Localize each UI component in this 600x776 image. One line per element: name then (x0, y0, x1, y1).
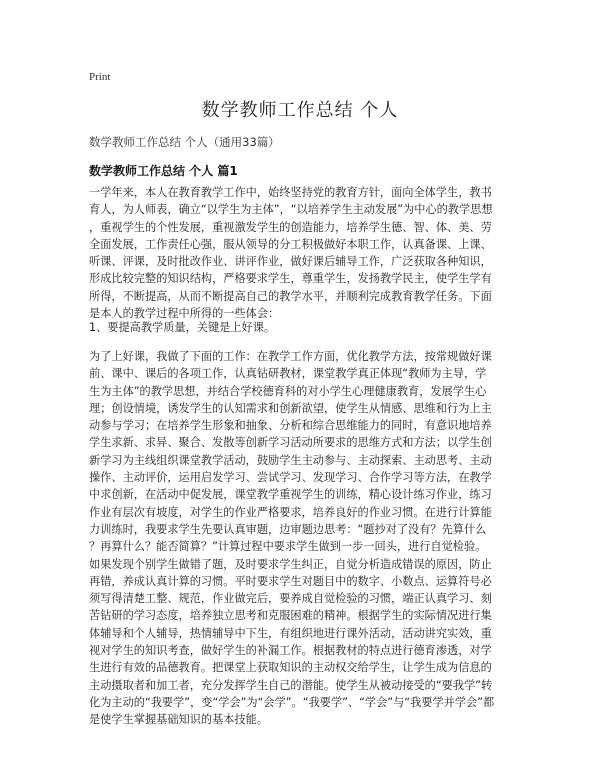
text-line: 前、课中、课后的各项工作，认真钻研教材，课堂教学真正体现“教师为主导，学 (89, 367, 487, 381)
text-line: 理；创设情境，诱发学生的认知需求和创新欲望，使学生从情感、思维和行为上主 (89, 401, 492, 415)
text-line: 生为主体”的教学思想，并结合学校德育科的对小学生心理健康教育，发展学生心 (89, 384, 487, 398)
text-line: 操作、主动评价，运用启发学习、尝试学习、发现学习、合作学习等方法，在教学 (89, 471, 492, 485)
text-line: 是本人的教学过程中所得的一些体会： (89, 307, 280, 321)
text-line: 新学习为主线组织课堂教学活动，鼓励学生主动参与、主动探索、主动思考、主动 (89, 453, 492, 467)
text-line: 是使学生掌握基础知识的基本技能。 (89, 713, 269, 727)
text-line: 苦钻研的学习态度，培养独立思考和克服困难的精神。根据学生的实际情况进行集 (89, 609, 492, 623)
document-subtitle: 数学教师工作总结 个人（通用33篇） (89, 135, 280, 149)
text-line: 再错，养成认真计算的习惯。平时要求学生对题目中的数字、小数点、运算符号必 (89, 574, 492, 588)
text-line: 作业有层次有坡度，对学生的作业严格要求，培养良好的作业习惯。在进行计算能 (89, 505, 492, 519)
text-line: 育人，为人师表，确立“以学生为主体”，“以培养学生主动发展”为中心的教学思想 (89, 203, 493, 217)
page-title: 数学教师工作总结 个人 (201, 100, 399, 121)
text-line: ，重视学生的个性发展，重视激发学生的创造能力，培养学生德、智、体、美、劳 (89, 220, 492, 234)
paragraph-2 (89, 319, 513, 336)
text-line: ？再算什么？能否简算？”计算过程中要求学生做到一步一回头，进行自觉检验。 (89, 540, 487, 554)
text-line: 体辅导和个人辅导，热情辅导中下生，有组织地进行课外活动，活动讲究实效，重 (89, 626, 492, 640)
print-link[interactable]: Print (89, 71, 111, 83)
paragraph-3 (89, 348, 513, 729)
text-line: 形成比较完整的知识结构，严格要求学生，尊重学生，发扬教学民主，使学生学有 (89, 272, 492, 286)
text-line: 视对学生的知识考查，做好学生的补漏工作。根据教材的特点进行德育渗透，对学 (89, 644, 492, 658)
section-heading: 数学教师工作总结 个人 篇1 (89, 164, 238, 178)
text-line: 听课、评课，及时批改作业、讲评作业，做好课后辅导工作，广泛获取各种知识， (89, 255, 492, 269)
text-line: 须写得清楚工整、规范，作业做完后，要养成自觉检验的习惯，端正认真学习、刻 (89, 592, 492, 606)
text-line: 力训练时，我要求学生先要认真审题，边审题边思考：“题抄对了没有？先算什么 (89, 522, 487, 536)
text-line: 1、要提高教学质量，关键是上好课。 (89, 321, 276, 334)
text-line: 生进行有效的品德教育。把课堂上获取知识的主动权交给学生，让学生成为信息的 (89, 661, 492, 675)
text-line: 动参与学习；在培养学生形象和抽象、分析和综合思维能力的同时，有意识地培养 (89, 419, 492, 433)
text-line: 如果发现个别学生做错了题，及时要求学生纠正，自觉分析造成错误的原因，防止 (89, 557, 492, 571)
text-line: 为了上好课，我做了下面的工作：在教学工作方面，优化教学方法，按常规做好课 (89, 350, 492, 363)
text-line: 中求创新，在活动中促发展，课堂教学重视学生的训练，精心设计练习作业，练习 (89, 488, 492, 502)
text-line: 主动摄取者和加工者，充分发挥学生自己的潜能。使学生从被动接受的“要我学”转 (89, 678, 493, 692)
text-line: 化为主动的“我要学”，变“学会”为“会学”。“我要学”、“学会”与“我要学并学会”都 (89, 695, 495, 709)
text-line: 全面发展，工作责任心强，服从领导的分工积极做好本职工作，认真备课、上课、 (89, 237, 492, 251)
text-line: 学生求新、求异、聚合、发散等创新学习活动所要求的思维方式和方法；以学生创 (89, 436, 492, 450)
paragraph-1 (89, 184, 513, 322)
text-line: 所得，不断提高，从而不断提高自己的教学水平，并顺利完成教育教学任务。下面 (89, 289, 492, 303)
text-line: 一学年来，本人在教育教学工作中，始终坚持党的教育方针，面向全体学生，教书 (89, 186, 492, 199)
